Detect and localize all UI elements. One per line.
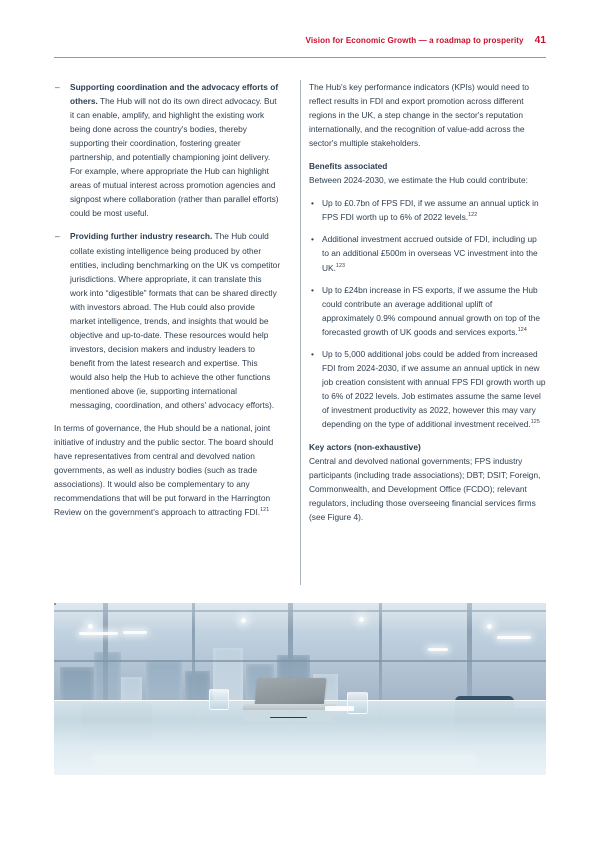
key-actors-heading: Key actors (non-exhaustive) [309, 442, 421, 453]
photo-illustration [54, 603, 546, 775]
office-meeting-photo [54, 603, 546, 775]
body-columns [54, 80, 546, 585]
dash-bullet-icon: – [55, 82, 60, 92]
round-bullet-icon: • [311, 348, 314, 359]
footnote-marker-123: 123 [335, 262, 346, 269]
hub-functions-list [54, 80, 281, 412]
list-item [309, 347, 546, 431]
footnote-marker-122: 122 [468, 212, 478, 219]
key-actors-paragraph: Central and devolved national governments; FPS industry participants (including trade associations); DBT; DSIT; Foreign, Commonwealth, and Development Office (FCDO); relevant regulators, including those overseeing financial services firms (see Figure 4). [309, 456, 541, 523]
round-bullet-icon: • [311, 284, 314, 295]
list-item-lead: Supporting coordination and the advocacy efforts of others. [70, 82, 279, 107]
list-item [54, 229, 281, 412]
round-bullet-icon: • [311, 198, 314, 209]
header-divider [54, 57, 546, 58]
list-item-text: Additional investment accrued outside of FDI, including up to an additional £500m in overseas VC investment into the UK. [322, 234, 538, 273]
page-number: 41 [534, 34, 546, 46]
dash-bullet-icon: – [55, 231, 60, 242]
list-item-lead: Providing further industry research. [70, 231, 213, 242]
benefits-intro: Between 2024-2030, we estimate the Hub could contribute: [309, 175, 528, 186]
footnote-marker-125: 125 [530, 419, 540, 426]
benefits-heading: Benefits associated [309, 161, 388, 172]
footnote-marker-121: 121 [260, 507, 270, 514]
list-item-body: The Hub will not do its own direct advocacy. But it can enable, amplify, and highlight the existing work being done across the country's bodies, thereby supporting their coordination, fostering greater partnership, and potentially championing joint delivery. For example, where appropriate the Hub can highlight areas of mutual interest across promotion agencies and signpost where collaboration (rather than parallel efforts) could be most useful. [70, 96, 279, 219]
kpi-paragraph: The Hub's key performance indicators (KPIs) would need to reflect results in FDI and export promotion across different regions in the UK, a step change in the sector's reputation internationally, and the recognition of value-add across the sector's multiple stakeholders. [309, 82, 530, 149]
list-item [309, 232, 546, 274]
governance-paragraph [54, 421, 281, 519]
footnote-marker-124: 124 [517, 326, 527, 333]
list-item-text: Up to 5,000 additional jobs could be added from increased FDI from 2024-2030, if we assume an annual uptick in new job creation consistent with annual FPS FDI growth worth up to 6% of 2022 levels. Job estimates assume the same level of investment productivity as 2022, however this may vary depending on the type of additional investment received. [322, 348, 546, 429]
list-item [309, 196, 546, 224]
round-bullet-icon: • [311, 234, 314, 245]
photo-water-glass-left [209, 689, 229, 710]
right-column [309, 80, 546, 585]
list-item-text: Up to £24bn increase in FS exports, if we assume the Hub could contribute an average additional uplift of approximately 0.9% compound annual growth on top of the forecasted growth of UK goods and services exports. [322, 284, 541, 337]
page-header [54, 34, 546, 59]
benefits-bullet-list [309, 196, 546, 431]
list-item-text: Up to £0.7bn of FPS FDI, if we assume an annual uptick in FPS FDI worth up to 6% of 2022 levels. [322, 198, 539, 223]
left-column [54, 80, 291, 585]
list-item [309, 283, 546, 339]
photo-top-haze [54, 603, 546, 631]
photo-paper [325, 706, 355, 711]
list-item [54, 80, 281, 220]
column-divider [291, 80, 309, 585]
governance-text: In terms of governance, the Hub should be a national, joint initiative of industry and the public sector. The board should have representatives from central and devolved nation governments, as well as industry bodies (such as trade associations). It would also be complementary to any recommendations that will be put forward in the Harrington Review on the government's approach to attracting FDI. [54, 423, 274, 518]
header-title: Vision for Economic Growth — a roadmap to prosperity [305, 36, 524, 45]
list-item-body: The Hub could collate existing intelligence being produced by other entities, including benchmarking on the UK vs competitor jurisdictions. Where appropriate, it can translate this work into “digestible” formats that can be shared directly with investors abroad. The Hub could also provide market intelligence, trends, and insights that would be objective and up-to-date. These resources would help investors, decision makers and industry leaders to benefit from the latest research and expertise. This would also help the Hub to achieve the other functions mentioned above (ie, supporting international messaging, coordination, and others' advocacy efforts). [70, 231, 281, 411]
